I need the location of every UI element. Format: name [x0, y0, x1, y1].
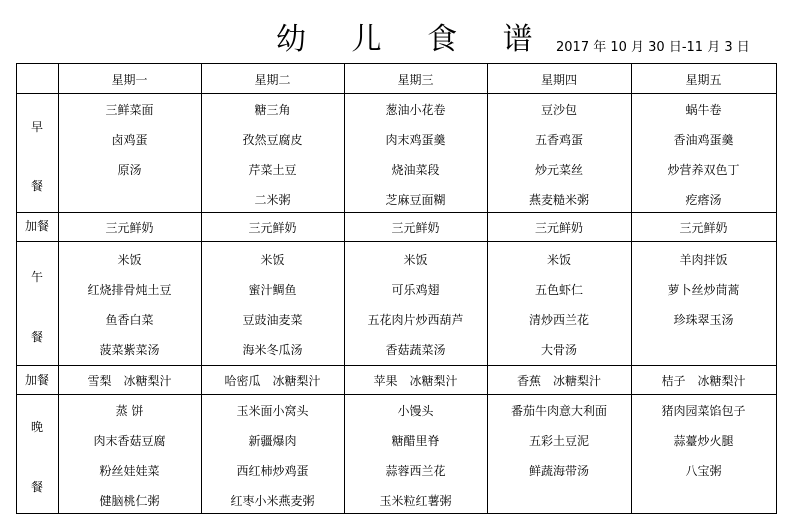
menu-item: 玉米粒红薯粥: [379, 494, 452, 508]
menu-item: 羊肉拌饭: [679, 253, 728, 267]
date-range: 2017 年 10 月 30 日-11 月 3 日: [556, 40, 750, 55]
menu-item: 五彩土豆泥: [528, 434, 589, 448]
menu-item: 米饭: [260, 253, 285, 267]
menu-item: 烧油菜段: [391, 163, 440, 177]
snack-item: 三元鲜奶: [248, 221, 297, 235]
menu-item: 五花肉片炒西葫芦: [367, 313, 464, 327]
menu-item: 三鲜菜面: [105, 103, 154, 117]
meal-label-dinner: 晚: [30, 420, 43, 434]
meal-label-breakfast: 早: [30, 120, 43, 134]
menu-item: 豆豉油麦菜: [242, 313, 303, 327]
meal-label-snack-am: 加餐: [24, 219, 49, 233]
menu-item: 蒸 饼: [115, 404, 144, 418]
menu-item: 珍珠翠玉汤: [673, 313, 734, 327]
menu-item: 蜜汁鲷鱼: [248, 283, 297, 297]
day-header: 星期四: [540, 73, 577, 87]
day-header: 星期三: [397, 73, 434, 87]
menu-item: 红烧排骨炖土豆: [87, 283, 172, 297]
menu-item: 米饭: [546, 253, 571, 267]
menu-item: 孜然豆腐皮: [242, 133, 303, 147]
menu-item: 蜗牛卷: [685, 103, 722, 117]
table-grid-line: [776, 63, 777, 514]
day-header: 星期一: [111, 73, 148, 87]
menu-item: 玉米面小窝头: [236, 404, 309, 418]
menu-item: 菠菜紫菜汤: [99, 343, 160, 357]
menu-item: 芹菜土豆: [248, 163, 297, 177]
menu-item: 鱼香白菜: [105, 313, 154, 327]
menu-item: 豆沙包: [540, 103, 577, 117]
menu-item: 卤鸡蛋: [111, 133, 148, 147]
menu-item: 糖三角: [254, 103, 291, 117]
menu-item: 海米冬瓜汤: [242, 343, 303, 357]
snack-item: 三元鲜奶: [105, 221, 154, 235]
menu-item: 红枣小米燕麦粥: [230, 494, 315, 508]
table-grid-line: [16, 63, 777, 64]
snack-item: 三元鲜奶: [391, 221, 440, 235]
menu-item: 清炒西兰花: [528, 313, 589, 327]
menu-item: 燕麦糙米粥: [528, 193, 589, 207]
menu-item: 健脑桃仁粥: [99, 494, 160, 508]
meal-label-lunch: 午: [30, 270, 43, 284]
menu-item: 葱油小花卷: [385, 103, 446, 117]
menu-item: 炒元菜丝: [534, 163, 583, 177]
menu-item: 肉末鸡蛋羹: [385, 133, 446, 147]
menu-item: 肉末香菇豆腐: [93, 434, 166, 448]
menu-item: 炒营养双色丁: [667, 163, 740, 177]
menu-item: 猪肉园菜馅包子: [661, 404, 746, 418]
snack-item: 桔子 冰糖梨汁: [661, 374, 746, 388]
day-header: 星期五: [685, 73, 722, 87]
menu-item: 糖醋里脊: [391, 434, 440, 448]
table-grid-line: [16, 513, 777, 514]
menu-item: 米饭: [403, 253, 428, 267]
snack-item: 三元鲜奶: [679, 221, 728, 235]
meal-label-breakfast: 餐: [30, 179, 43, 193]
menu-item: 八宝粥: [685, 464, 722, 478]
menu-item: 小馒头: [397, 404, 434, 418]
menu-item: 新疆爆肉: [248, 434, 297, 448]
meal-label-lunch: 餐: [30, 330, 43, 344]
table-grid-line: [16, 365, 777, 366]
snack-item: 雪梨 冰糖梨汁: [87, 374, 172, 388]
table-grid-line: [16, 93, 777, 94]
menu-item: 五香鸡蛋: [534, 133, 583, 147]
meal-label-snack-pm: 加餐: [24, 373, 49, 387]
snack-item: 哈密瓜 冰糖梨汁: [224, 374, 321, 388]
menu-item: 香油鸡蛋羹: [673, 133, 734, 147]
menu-item: 可乐鸡翅: [391, 283, 440, 297]
menu-item: 粉丝娃娃菜: [99, 464, 160, 478]
menu-item: 萝卜丝炒茼蒿: [667, 283, 740, 297]
menu-item: 蒜蓉西兰花: [385, 464, 446, 478]
menu-item: 番茄牛肉意大利面: [510, 404, 607, 418]
table-grid-line: [16, 212, 777, 213]
meal-label-dinner: 餐: [30, 480, 43, 494]
table-grid-line: [16, 394, 777, 395]
menu-item: 大骨汤: [540, 343, 577, 357]
table-grid-line: [16, 241, 777, 242]
menu-item: 鲜蔬海带汤: [528, 464, 589, 478]
menu-item: 西红柿炒鸡蛋: [236, 464, 309, 478]
menu-item: 疙瘩汤: [685, 193, 722, 207]
menu-item: 芝麻豆面糊: [385, 193, 446, 207]
menu-item: 五色虾仁: [534, 283, 583, 297]
snack-item: 香蕉 冰糖梨汁: [516, 374, 601, 388]
page-title: 幼 儿 食 谱: [276, 22, 551, 57]
menu-item: 原汤: [117, 163, 142, 177]
menu-item: 香菇蔬菜汤: [385, 343, 446, 357]
menu-item: 米饭: [117, 253, 142, 267]
day-header: 星期二: [254, 73, 291, 87]
menu-item: 蒜薹炒火腿: [673, 434, 734, 448]
menu-item: 二米粥: [254, 193, 291, 207]
snack-item: 三元鲜奶: [534, 221, 583, 235]
snack-item: 苹果 冰糖梨汁: [373, 374, 458, 388]
